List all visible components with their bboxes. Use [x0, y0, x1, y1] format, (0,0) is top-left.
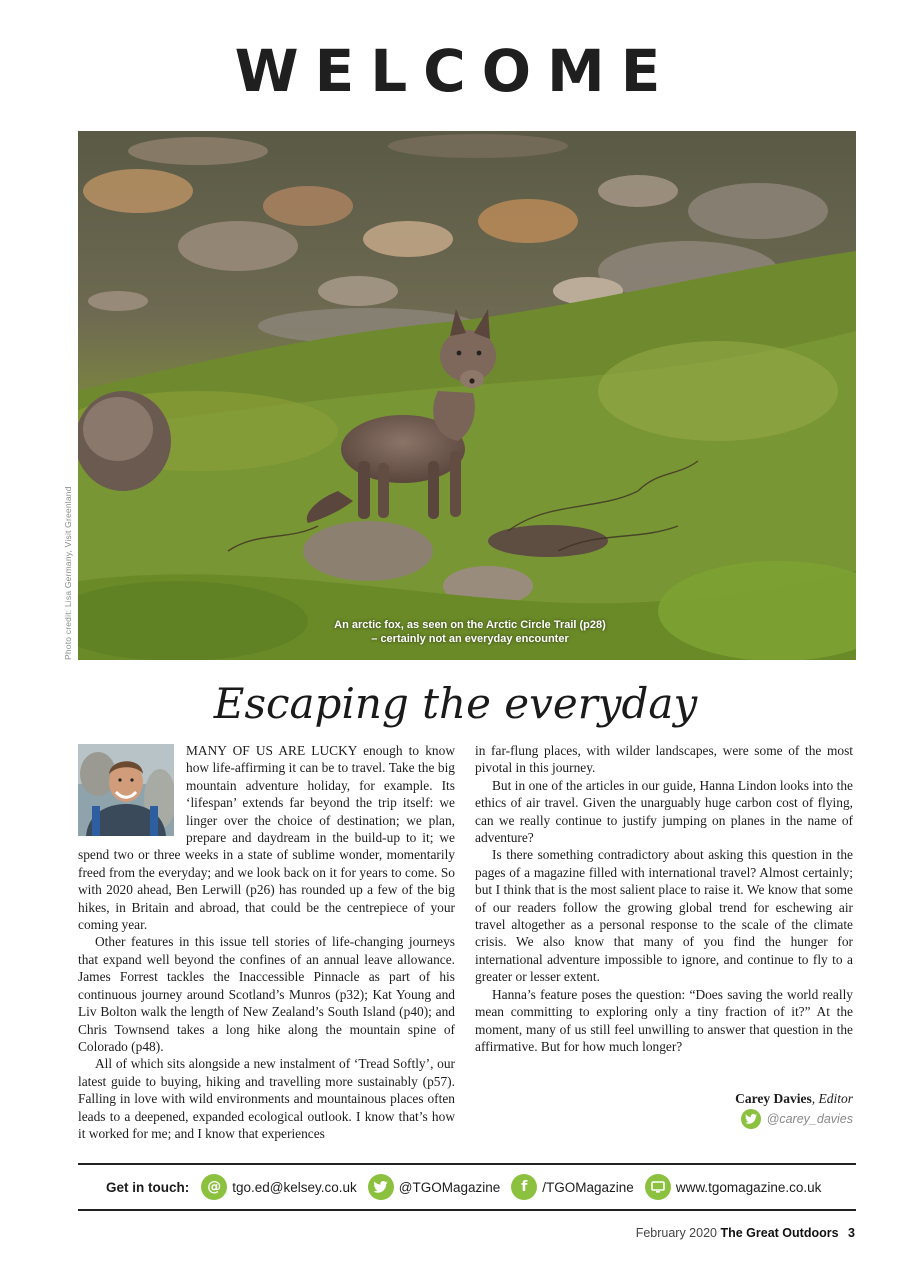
photo-caption	[260, 618, 680, 646]
twitter-icon	[368, 1174, 394, 1200]
editor-signature	[735, 1090, 853, 1129]
contact-facebook[interactable]	[511, 1174, 634, 1200]
article-lead-paragraph: MANY OF US ARE LUCKY enough to know how life-affirming it can be to travel. Take the big mountain adventure holiday, for example. Its ‘lifespan’ extends far beyond the trip itself: we linger over the choice of destination; we plan, prepare and daydream in the build-up to it; we spend two or three weeks in a state of sublime wonder, momentarily freed from the everyday; and we look back on it for years to come. So with 2020 ahead, Ben Lerwill (p26) has rounded up a few of the big hikes, in Britain and abroad, that could be the centrepiece of your coming year.	[78, 743, 455, 933]
article-column-right	[475, 742, 853, 1055]
twitter-icon	[741, 1109, 761, 1129]
contact-bar	[78, 1163, 856, 1211]
article-paragraph: Hanna’s feature poses the question: “Does saving the world really mean committing to exploring only a tiny fraction of it?” At the moment, many of us still feel unwilling to answer that question in the affirmative. But for how much longer?	[475, 986, 853, 1054]
caption-line-1: An arctic fox, as seen on the Arctic Circle Trail (p28)	[334, 619, 606, 631]
page-title: WELCOME	[234, 37, 677, 105]
monitor-icon	[645, 1174, 671, 1200]
contact-twitter-text[interactable]: @TGOMagazine	[398, 1179, 501, 1195]
article-paragraph: Is there something contradictory about asking this question in the pages of a magazine filled with international travel? Almost certainly; but I think that is the most salient place to raise it. We know that some of our readers follow the growing global trend for eschewing air travel altogether as a personal response to the scale of the climate crisis. We also know that many of you find the hunger for international adventure impossible to ignore, and continue to fly to a greater or lesser extent.	[475, 847, 853, 985]
at-sign-icon: @	[201, 1174, 227, 1200]
contact-label: Get in touch:	[106, 1179, 190, 1195]
issue-date: February 2020	[635, 1226, 717, 1240]
article-paragraph: All of which sits alongside a new instalment of ‘Tread Softly’, our latest guide to buying, hiking and travelling more sustainably (p57). Falling in love with wild environments and mountainous places often leads to a deepened, expanded ecological outlook. I know that’s how it worked for me; and I know that experiences	[78, 1056, 455, 1141]
contact-website[interactable]	[645, 1174, 822, 1200]
magazine-name: The Great Outdoors	[720, 1226, 839, 1240]
contact-email[interactable]	[201, 1174, 357, 1200]
contact-facebook-text[interactable]: /TGOMagazine	[542, 1179, 634, 1195]
article-column-left	[78, 742, 455, 1142]
article-paragraph: Other features in this issue tell stories of life-changing journeys that expand well beyond the confines of an annual leave allowance. James Forrest tackles the Inaccessible Pinnacle as part of his continuous journey around Scotland’s Munros (p32); Kat Young and Liv Bolton walk the length of New Zealand’s South Island (p40); and Chris Townsend takes a long hike along the mountain spine of Colorado (p48).	[78, 934, 455, 1054]
photo-credit: Photo credit: Lisa Germany, Visit Greenland	[63, 486, 73, 660]
caption-line-2: – certainly not an everyday encounter	[371, 633, 569, 645]
contact-twitter[interactable]	[368, 1174, 501, 1200]
facebook-icon: f	[511, 1174, 537, 1200]
article-paragraph: But in one of the articles in our guide, Hanna Lindon looks into the ethics of air travel. Given the unarguably huge carbon cost of flying, can we really continue to justify jumping on planes in the name of adventure?	[475, 777, 853, 846]
page-number: 3	[848, 1226, 855, 1240]
editor-name: Carey Davies	[735, 1091, 812, 1106]
editor-twitter-handle[interactable]: @carey_davies	[766, 1112, 853, 1126]
editor-role: , Editor	[811, 1091, 853, 1106]
editor-portrait	[78, 744, 174, 836]
article-paragraph: in far-flung places, with wilder landscapes, were some of the most pivotal in this journey.	[475, 743, 853, 776]
page-footer	[636, 1226, 855, 1240]
contact-email-text[interactable]: tgo.ed@kelsey.co.uk	[232, 1179, 357, 1195]
article-headline: Escaping the everyday	[213, 679, 698, 728]
arctic-fox-photo	[78, 131, 856, 660]
contact-website-text[interactable]: www.tgomagazine.co.uk	[675, 1179, 822, 1195]
